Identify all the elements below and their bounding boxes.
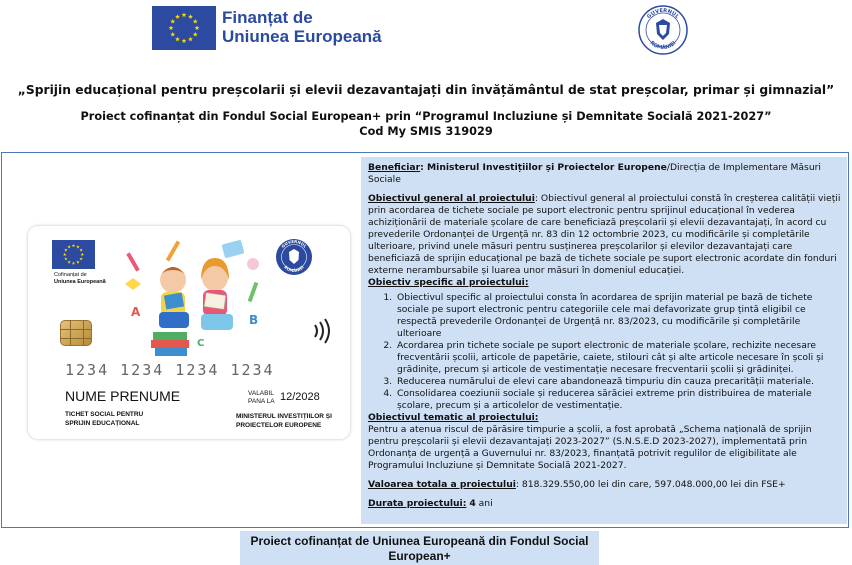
total-value-paragraph [368,479,841,491]
duration-paragraph [368,498,841,510]
beneficiary-directorate: /Direcția de Implementare Măsuri Sociale [368,162,821,185]
art-letter-b: B [249,313,259,327]
subtitle-smis-code: Cod My SMIS 319029 [359,125,493,138]
seal-text-bottom: ROMÂNIEI [648,40,678,52]
card-ministry-line-2: PROIECTELOR EUROPENE [236,422,322,429]
valid-label-line-1: VALABIL [248,390,274,397]
footer-banner [240,531,599,565]
specific-objective-item: 4. Consolidarea coeziunii sociale și reducerea sărăciei extreme prin distribuirea de materiale școlare, precum și a articolelor de vestimentație. [395,388,841,412]
card-seal-text-bottom: ROMÂNIEI [283,264,305,274]
card-number: 1234 1234 1234 1234 [65,361,275,379]
thematic-objective-text: Pentru a atenua riscul de părăsire timpurie a școlii, a fost aprobată „Schema națională de sprijin pentru preșcolarii și elevii dezavantajați 2023-2027” (S.N.S.E.D 2023-2027), implementată prin Ordonanța de urgență a Guvernului nr. 83/2023, finanțată potrivit regulilor de eligibilitate ale Programului Incluziune și Demnitate Socială 2021-2027. [368,424,812,471]
valid-label-line-2: PANA LA [248,398,275,405]
card-type-line-2: SPRIJIN EDUCAȚIONAL [65,420,140,427]
chip-icon [60,320,92,346]
card-holder-name: NUME PRENUME [65,388,181,404]
card-eu-flag-icon [52,240,95,269]
seal-text-top: GUVERNUL [646,7,680,21]
funded-by-eu-text [222,8,382,46]
total-value-label: Valoarea totala a proiectului [368,479,516,490]
art-letter-a: A [131,305,141,319]
thematic-objective-label: Obiectivul tematic al proiectului: [368,412,539,423]
specific-objective-label: Obiectiv specific al proiectului: [368,277,529,288]
duration-label: Durata proiectului: [368,498,467,509]
general-objective-paragraph [368,193,841,277]
beneficiary-name: Ministerul Investițiilor și Proiectelor Europene [427,162,667,173]
specific-objective-item: 1. Obiectivul specific al proiectului consta în acordarea de sprijin material pe bază de tichete sociale pe suport electronic pentru categoriile cele mai defavorizate grup țintă eligibil ce respectă prevederile Ordonanței de Urgență nr. 83/2023, cu modificările și completările ulterioare [395,292,841,340]
project-title: „Sprijin educațional pentru preșcolarii și elevii dezavantajați din învățământul de stat preșcolar, primar și gimnazial” [17,83,835,97]
header [0,0,852,60]
funded-line-2: Uniunea Europeană [222,27,382,46]
subtitle-program-line: Proiect cofinanțat din Fondul Social European+ prin “Programul Incluziune și Demnitate Socială 2021-2027” [80,110,772,123]
general-objective-text: : Obiectivul general al proiectului constă în creșterea calității vieții prin acordarea de tichete sociale pe suport electronic pentru sprijinul educațional în vederea achiziționării de materiale școlare de care beneficiază preșcolarii și elevii dezavantajați, în acord cu prevederile Ordonanței de Urgență nr. 83 din 12 octombrie 2023, cu modificările și completările ulterioare, privind unele măsuri pentru susținerea preșcolarilor și elevilor dezavantajați care beneficiază de sprijin educațional pe bază de tichete sociale pe suport electronic acordate din fonduri externe nerambursabile și luarea unor măsuri în domeniul educației. [368,193,841,276]
romanian-government-seal-icon [637,4,689,56]
social-voucher-card [28,226,350,439]
card-cofinanced-label [54,272,106,286]
card-government-seal-icon [275,238,313,276]
card-cof-line-2: Uniunea Europeană [54,279,106,285]
card-ministry-line-1: MINISTERUL INVESTIȚIILOR ȘI [236,413,332,420]
card-type-label [65,410,143,428]
thematic-objective-heading [368,412,841,424]
valid-until-date: 12/2028 [280,391,320,403]
specific-objective-item: 3. Reducerea numărului de elevi care abandonează timpuriu din cauza precarității materiale. [395,376,841,388]
total-value-text: : 818.329.550,00 lei din care, 597.048.000,00 lei din FSE+ [515,479,786,490]
project-subtitle [0,109,852,139]
art-letter-c: C [197,338,205,349]
card-ministry-label [236,412,332,430]
eu-flag-icon [152,6,216,50]
footer-line-2: European+ [388,549,451,563]
beneficiary-paragraph: Beneficiar: Ministerul Investițiilor și Proiectelor Europene/Direcția de Implementare Măsuri Sociale [368,162,821,185]
specific-objective-item: 2. Acordarea prin tichete sociale pe suport electronic de materiale școlare, rechizite necesare frecventării școlii, articole de papetărie, caiete, stilouri cât și alte articole necesare în școli și grădinițe, precum și articole de vestimentație necesare frecventarii școlii și grădiniței. [395,340,841,376]
general-objective-label: Obiectivul general al proiectului [368,193,535,204]
beneficiary-label: Beneficiar [368,162,421,173]
card-cof-line-1: Cofinanțat de [54,272,87,278]
children-reading-illustration [113,234,273,364]
contactless-icon [311,316,333,346]
specific-objectives-list [368,292,841,412]
duration-value: 4 [469,498,476,509]
project-info-panel [361,157,847,524]
specific-objective-heading [368,277,841,289]
duration-unit: ani [475,498,493,509]
valid-until-label [248,390,275,406]
card-type-line-1: TICHET SOCIAL PENTRU [65,411,144,418]
footer-line-1: Proiect cofinanțat de Uniunea Europeană din Fondul Social [250,534,589,548]
card-seal-text-top: GUVERNUL [280,238,308,249]
funded-line-1: Finanțat de [222,8,313,27]
